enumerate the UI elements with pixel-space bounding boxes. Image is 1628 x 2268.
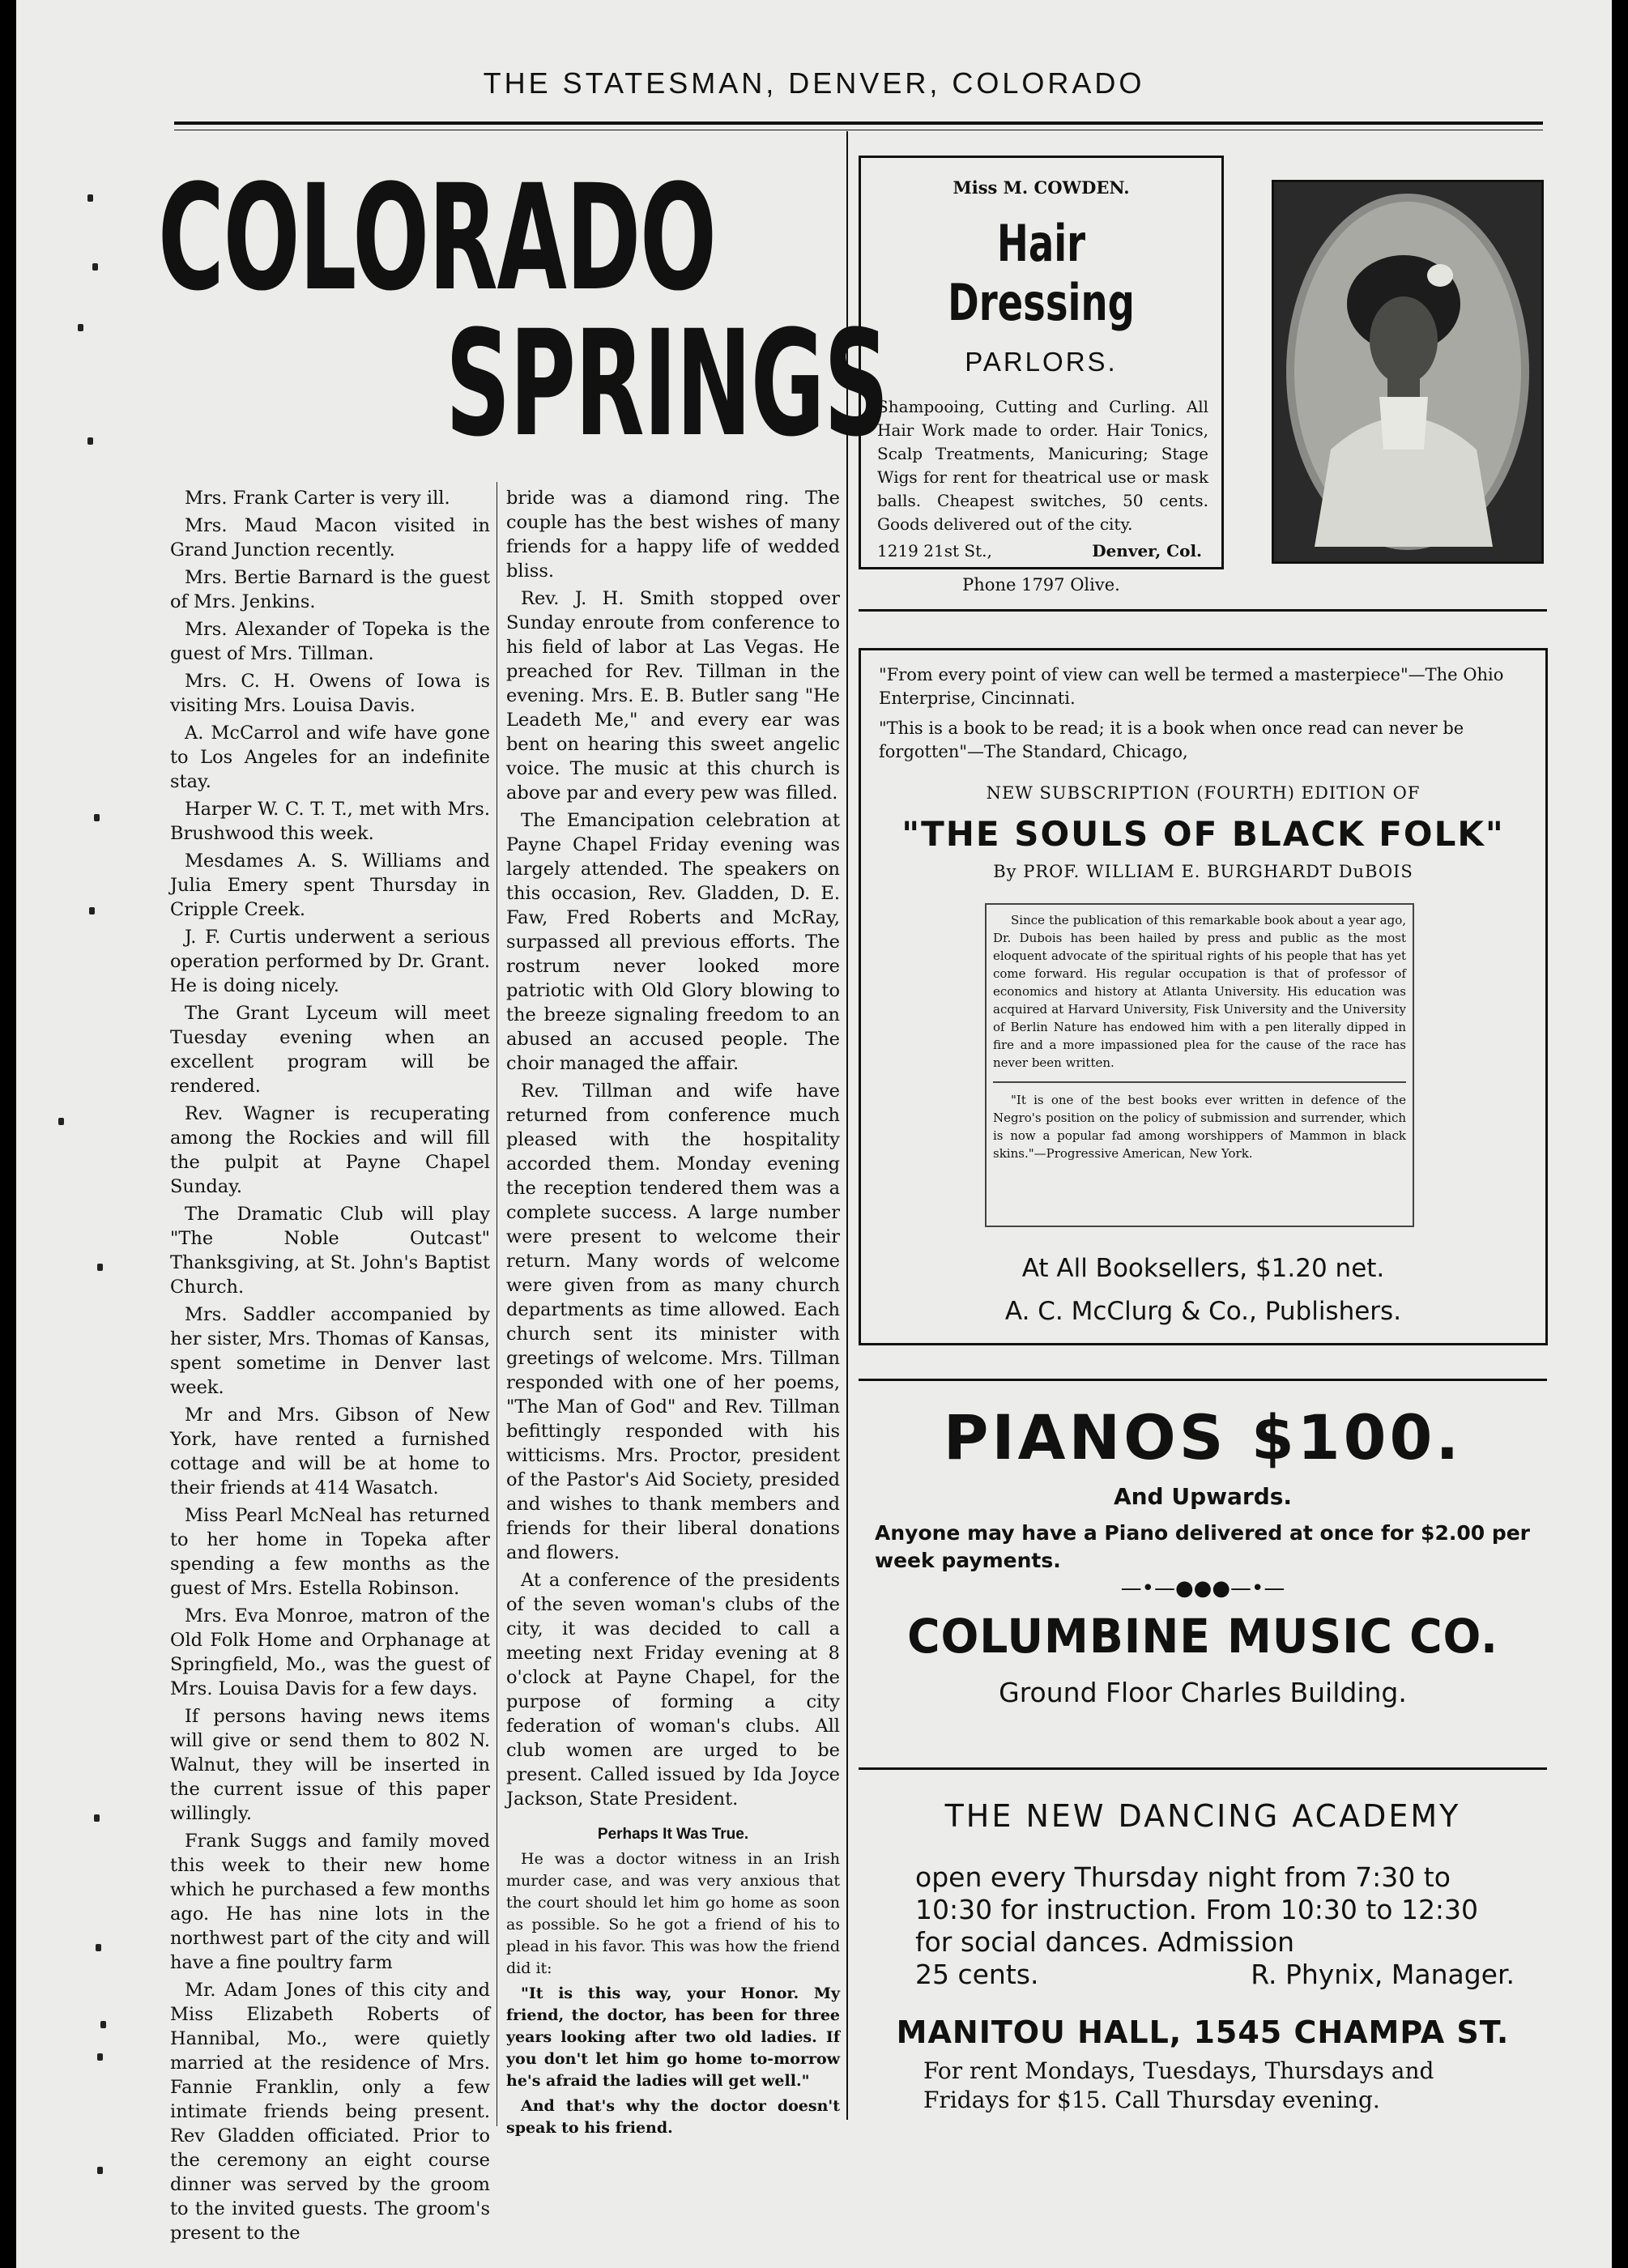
news-item: Harper W. C. T. T., met with Mrs. Brushwood this week.	[170, 799, 490, 844]
dancing-academy-ad	[859, 1798, 1547, 2115]
section-heading-line2: SPRINGS	[445, 300, 889, 469]
piano-ad-offer: Anyone may have a Piano delivered at once for $2.00 per week payments.	[875, 1521, 1531, 1572]
news-item: Mesdames A. S. Williams and Julia Emery spent Thursday in Cripple Creek.	[170, 850, 490, 920]
story-title: Perhaps It Was True.	[597, 1826, 749, 1843]
newspaper-page	[16, 0, 1612, 2268]
story-body	[506, 1848, 840, 2139]
book-author: By PROF. WILLIAM E. BURGHARDT DuBOIS	[993, 862, 1413, 881]
piano-ad	[859, 1401, 1547, 1708]
ad-divider	[859, 609, 1547, 612]
hair-dressing-ad	[859, 156, 1224, 595]
news-column-2	[506, 486, 840, 2142]
news-item: The Grant Lyceum will meet Tuesday evening when an excellent program will be rendered.	[170, 1003, 490, 1097]
ad-address-line	[877, 541, 1202, 561]
portrait-photo	[1272, 180, 1544, 564]
story-paragraph: "It is this way, your Honor. My friend, the doctor, has been for three years looking after two old ladies. If you don't let him go home to-morrow he's afraid the ladies will get well."	[506, 1985, 840, 2090]
book-blurb-box	[985, 903, 1414, 1227]
news-item: Mrs. Saddler accompanied by her sister, Mrs. Thomas of Kansas, spent sometime in Denver last week.	[170, 1304, 490, 1398]
blurb-divider	[993, 1081, 1406, 1083]
news-item: bride was a diamond ring. The couple has the best wishes of many friends for a happy life of wedded bliss.	[506, 488, 840, 582]
news-item: Mrs. Maud Macon visited in Grand Junction recently.	[170, 515, 490, 561]
piano-ad-location: Ground Floor Charles Building.	[999, 1677, 1407, 1708]
news-item: J. F. Curtis underwent a serious operation performed by Dr. Grant. He is doing nicely.	[170, 927, 490, 996]
ad-address: 1219 21st St.,	[877, 541, 992, 561]
news-item: A. McCarrol and wife have gone to Los Angeles for an indefinite stay.	[170, 723, 490, 792]
masthead: THE STATESMAN, DENVER, COLORADO	[483, 66, 1145, 100]
news-column-1	[170, 486, 490, 2249]
section-heading-line1: COLORADO	[158, 154, 716, 323]
news-item: The Emancipation celebration at Payne Chapel Friday evening was largely attended. The speakers on this occasion, Rev. Gladden, D. E. Faw, Fred Roberts and McRay, surpassed all previous efforts. The rostrum never looked more patriotic with Old Glory blowing to the breeze signaling freedom to an abused an accused people. The choir managed the affair.	[506, 810, 840, 1074]
piano-ad-title: PIANOS $100.	[943, 1401, 1463, 1473]
edition-line: NEW SUBSCRIPTION (FOURTH) EDITION OF	[986, 783, 1421, 803]
news-item: If persons having news items will give or send them to 802 N. Walnut, they will be inserted in the current issue of this paper willingly.	[170, 1706, 490, 1824]
ad-body: Shampooing, Cutting and Curling. All Hair Work made to order. Hair Tonics, Scalp Treatments, Manicuring; Stage Wigs for rent for theatrical use or mask balls. Cheapest switches, 50 cents. Goods delivered out of the city.	[877, 397, 1208, 534]
dance-ad-price-line	[915, 1959, 1515, 1990]
dance-ad-title: THE NEW DANCING ACADEMY	[944, 1798, 1461, 1834]
story-paragraph: And that's why the doctor doesn't speak to his friend.	[506, 2097, 840, 2137]
hall-ad-title: MANITOU HALL, 1545 CHAMPA ST.	[896, 2014, 1510, 2050]
book-price: At All Booksellers, $1.20 net.	[1021, 1254, 1385, 1283]
news-item: At a conference of the presidents of the seven woman's clubs of the city, it was decided to call a meeting next Friday evening at 8 o'clock at Payne Chapel, for the purpose of forming a city federation of woman's clubs. All club women are urged to be present. Called issued by Ida Joyce Jackson, State President.	[506, 1570, 840, 1810]
news-item: Mr. Adam Jones of this city and Miss Elizabeth Roberts of Hannibal, Mo., were quietly married at the residence of Mrs. Fannie Franklin, only a few intimate friends being present. Rev Gladden officiated. Prior to the ceremony an eight course dinner was served by the groom to the invited guests. The groom's present to the	[170, 1980, 490, 2244]
news-item: Mrs. Bertie Barnard is the guest of Mrs. Jenkins.	[170, 567, 490, 612]
dance-ad-body: open every Thursday night from 7:30 to 10:30 for instruction. From 10:30 to 12:30 for social dances. Admission	[915, 1861, 1479, 1958]
ad-proprietor: Miss M. COWDEN.	[953, 177, 1130, 198]
ad-divider	[859, 1767, 1547, 1770]
souls-of-black-folk-ad	[859, 648, 1548, 1345]
news-item: Mrs. Alexander of Topeka is the guest of Mrs. Tillman.	[170, 619, 490, 664]
ad-phone: Phone 1797 Olive.	[962, 575, 1120, 595]
news-column-divider	[496, 482, 497, 2126]
ad-city: Denver, Col.	[1092, 541, 1202, 561]
piano-ad-upwards: And Upwards.	[1113, 1483, 1293, 1510]
story-paragraph: He was a doctor witness in an Irish murder case, and was very anxious that the court should let him go home as soon as possible. So he got a friend of his to plead in his favor. This was how the friend did it:	[506, 1850, 840, 1977]
section-heading	[158, 154, 889, 474]
review-quote: "From every point of view can well be termed a masterpiece"—The Ohio Enterprise, Cincinnati.	[879, 665, 1504, 708]
ad-subtitle: PARLORS.	[965, 347, 1118, 377]
news-item: Mrs. Frank Carter is very ill.	[185, 488, 450, 509]
dance-ad-price: 25 cents.	[915, 1959, 1039, 1990]
news-item: Mrs. C. H. Owens of Iowa is visiting Mrs. Louisa Davis.	[170, 671, 490, 716]
review-quote: "This is a book to be read; it is a book when once read can never be forgotten"—The Standard, Chicago,	[879, 718, 1464, 761]
ad-title: Hair Dressing	[948, 214, 1135, 332]
news-item: Rev. Wagner is recuperating among the Rockies and will fill the pulpit at Payne Chapel Sunday.	[170, 1103, 490, 1197]
news-item: Mr and Mrs. Gibson of New York, have rented a furnished cottage and will be at home to their friends at 414 Wasatch.	[170, 1405, 490, 1498]
news-item: Mrs. Eva Monroe, matron of the Old Folk Home and Orphanage at Springfield, Mo., was the guest of Mrs. Louisa Davis for a few days.	[170, 1605, 490, 1699]
news-item: Frank Suggs and family moved this week to their new home which he purchased a few months ago. He has nine lots in the northwest part of the city and will have a fine poultry farm	[170, 1831, 490, 1973]
news-item: The Dramatic Club will play "The Noble Outcast" Thanksgiving, at St. John's Baptist Church.	[170, 1204, 490, 1298]
masthead-rule	[174, 122, 1543, 125]
news-item: Miss Pearl McNeal has returned to her home in Topeka after spending a few months as the guest of Mrs. Estella Robinson.	[170, 1505, 490, 1599]
book-blurb-quote: "It is one of the best books ever written in defence of the Negro's position on the policy of submission and surrender, which is now a popular fad among worshippers of Mammon in black skins."—Progressive American, New York.	[993, 1093, 1406, 1161]
book-title: "THE SOULS OF BLACK FOLK"	[901, 814, 1505, 854]
news-item: Rev. Tillman and wife have returned from conference much pleased with the hospitality accorded them. Monday evening the reception tendered them was a complete success. A large number were present to welcome their return. Many words of welcome were given from as many church departments as time allowed. Each church sent its minister with greetings of welcome. Mrs. Tillman responded with one of her poems, "The Man of God" and Rev. Tillman befittingly responded with his witticisms. Mrs. Proctor, president of the Pastor's Aid Society, presided and wishes to thank members and friends for their liberal donations and flowers.	[506, 1081, 840, 1563]
ad-divider	[859, 1379, 1547, 1381]
dance-ad-manager: R. Phynix, Manager.	[1251, 1959, 1515, 1990]
hall-ad-rent: For rent Mondays, Tuesdays, Thursdays and Fridays for $15. Call Thursday evening.	[923, 2057, 1434, 2113]
piano-ad-company: COLUMBINE MUSIC CO.	[907, 1609, 1498, 1664]
news-item: Rev. J. H. Smith stopped over Sunday enroute from conference to his field of labor at Las Vegas. He preached for Rev. Tillman in the evening. Mrs. E. B. Butler sang "He Leadeth Me," and every ear was bent on hearing this sweet angelic voice. The music at this church is above par and every pew was filled.	[506, 588, 840, 804]
ornament-divider: —•—●●●—•—	[1120, 1576, 1285, 1601]
book-publisher: A. C. McClurg & Co., Publishers.	[1004, 1297, 1402, 1326]
book-blurb: Since the publication of this remarkable book about a year ago, Dr. Dubois has been hailed by press and public as the most eloquent advocate of the spiritual rights of his people that has yet come forward. His regular occupation is that of professor of economics and history at Atlanta University. His education was acquired at Harvard University, Fisk University and the University of Berlin Nature has endowed him with a pen literally dipped in fire and a more impassioned plea for the cause of the race has never been written.	[993, 913, 1406, 1070]
